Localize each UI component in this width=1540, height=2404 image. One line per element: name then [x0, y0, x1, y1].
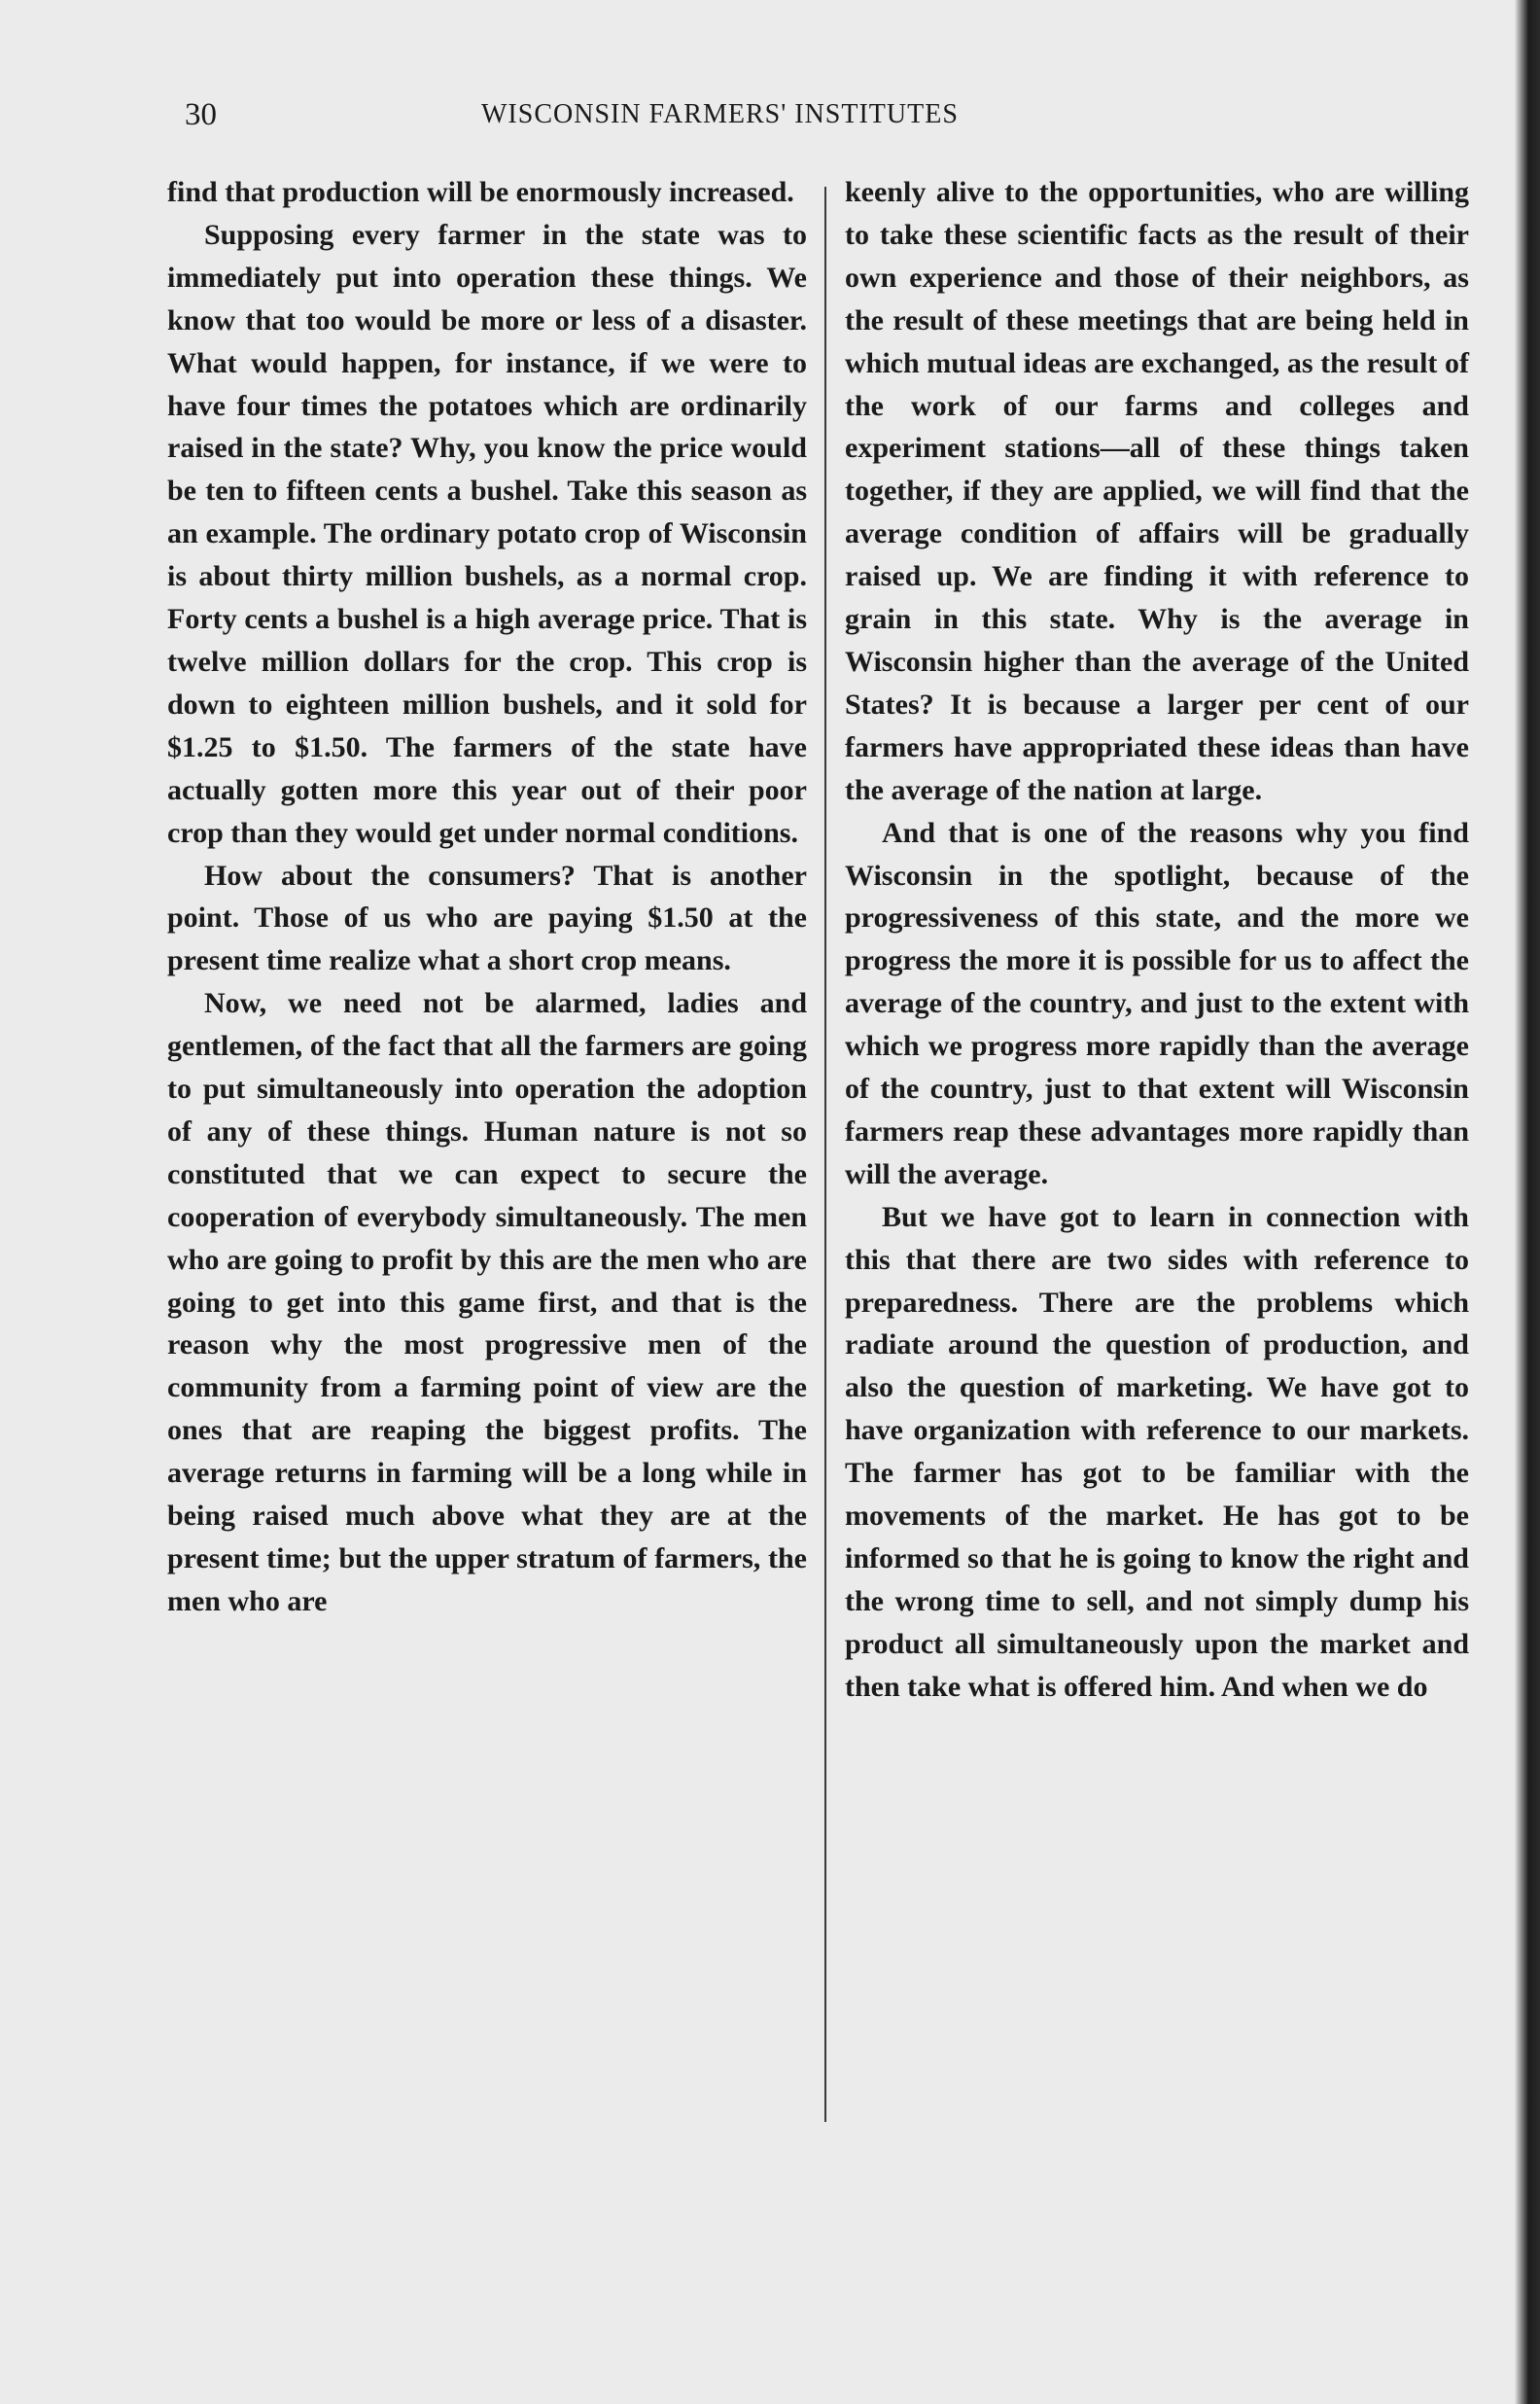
paragraph: And that is one of the reasons why you find Wisconsin in the spotlight, because of the progressiveness of this state, and the more we progress the more it is possible for us to affect the average of the country, and just to the extent with which we progress more rapidly than the average of the country, just to that extent will Wisconsin farmers reap these advantages more rapidly than will the average. [845, 816, 1469, 1190]
paragraph: Now, we need not be alarmed, ladies and gentlemen, of the fact that all the farmers are going to put simultaneously into operation the adoption of any of these things. Human nature is not so constituted that we can expect to secure the cooperation of everybody simultaneously. The men who are going to profit by this are the men who are going to get into this game first, and that is the reason why the most progressive men of the community from a farming point of view are the ones that are reaping the biggest profits. The average returns in farming will be a long while in being raised much above what they are at the present time; but the upper stratum of farmers, the men who are [167, 987, 807, 1617]
paragraph: Supposing every farmer in the state was to immediately put into operation these things. We know that too would be more or less of a disaster. What would happen, for instance, if we were to have four times the potatoes which are ordinarily raised in the state? Why, you know the price would be ten to fifteen cents a bushel. Take this season as an example. The ordinary potato crop of Wisconsin is about thirty million bushels, as a normal crop. Forty cents a bushel is a high average price. That is twelve million dollars for the crop. This crop is down to eighteen million bushels, and it sold for $1.25 to $1.50. The farmers of the state have actually gotten more this year out of their poor crop than they would get under normal conditions. [167, 218, 807, 849]
right-column [845, 171, 1469, 1709]
paragraph: How about the consumers? That is another point. Those of us who are paying $1.50 at the present time realize what a short crop means. [167, 859, 807, 977]
running-head: WISCONSIN FARMERS' INSTITUTES [481, 99, 959, 129]
paragraph: find that production will be enormously increased. [167, 176, 794, 208]
page-header [185, 93, 1215, 142]
paragraph: But we have got to learn in connection with this that there are two sides with reference to preparedness. There are the problems which radiate around the question of production, and also the question of marketing. We have got to have organization with reference to our markets. The farmer has got to be familiar with the movements of the market. He has got to be informed so that he is going to know the right and the wrong time to sell, and not simply dump his product all simultaneously upon the market and then take what is offered him. And when we do [845, 1200, 1469, 1703]
left-column [167, 171, 807, 1623]
page-number: 30 [185, 97, 217, 132]
paragraph: keenly alive to the opportunities, who are willing to take these scientific facts as the result of their own experience and those of their neighbors, as the result of these meetings that are being held in which mutual ideas are exchanged, as the result of the work of our farms and colleges and experiment stations—all of these things taken together, if they are applied, we will find that the average condition of affairs will be gradually raised up. We are finding it with reference to grain in this state. Why is the average in Wisconsin higher than the average of the United States? It is because a larger per cent of our farmers have appropriated these ideas than have the average of the nation at large. [845, 176, 1469, 806]
page-edge-shadow [1515, 0, 1540, 2404]
column-divider [824, 187, 826, 2122]
